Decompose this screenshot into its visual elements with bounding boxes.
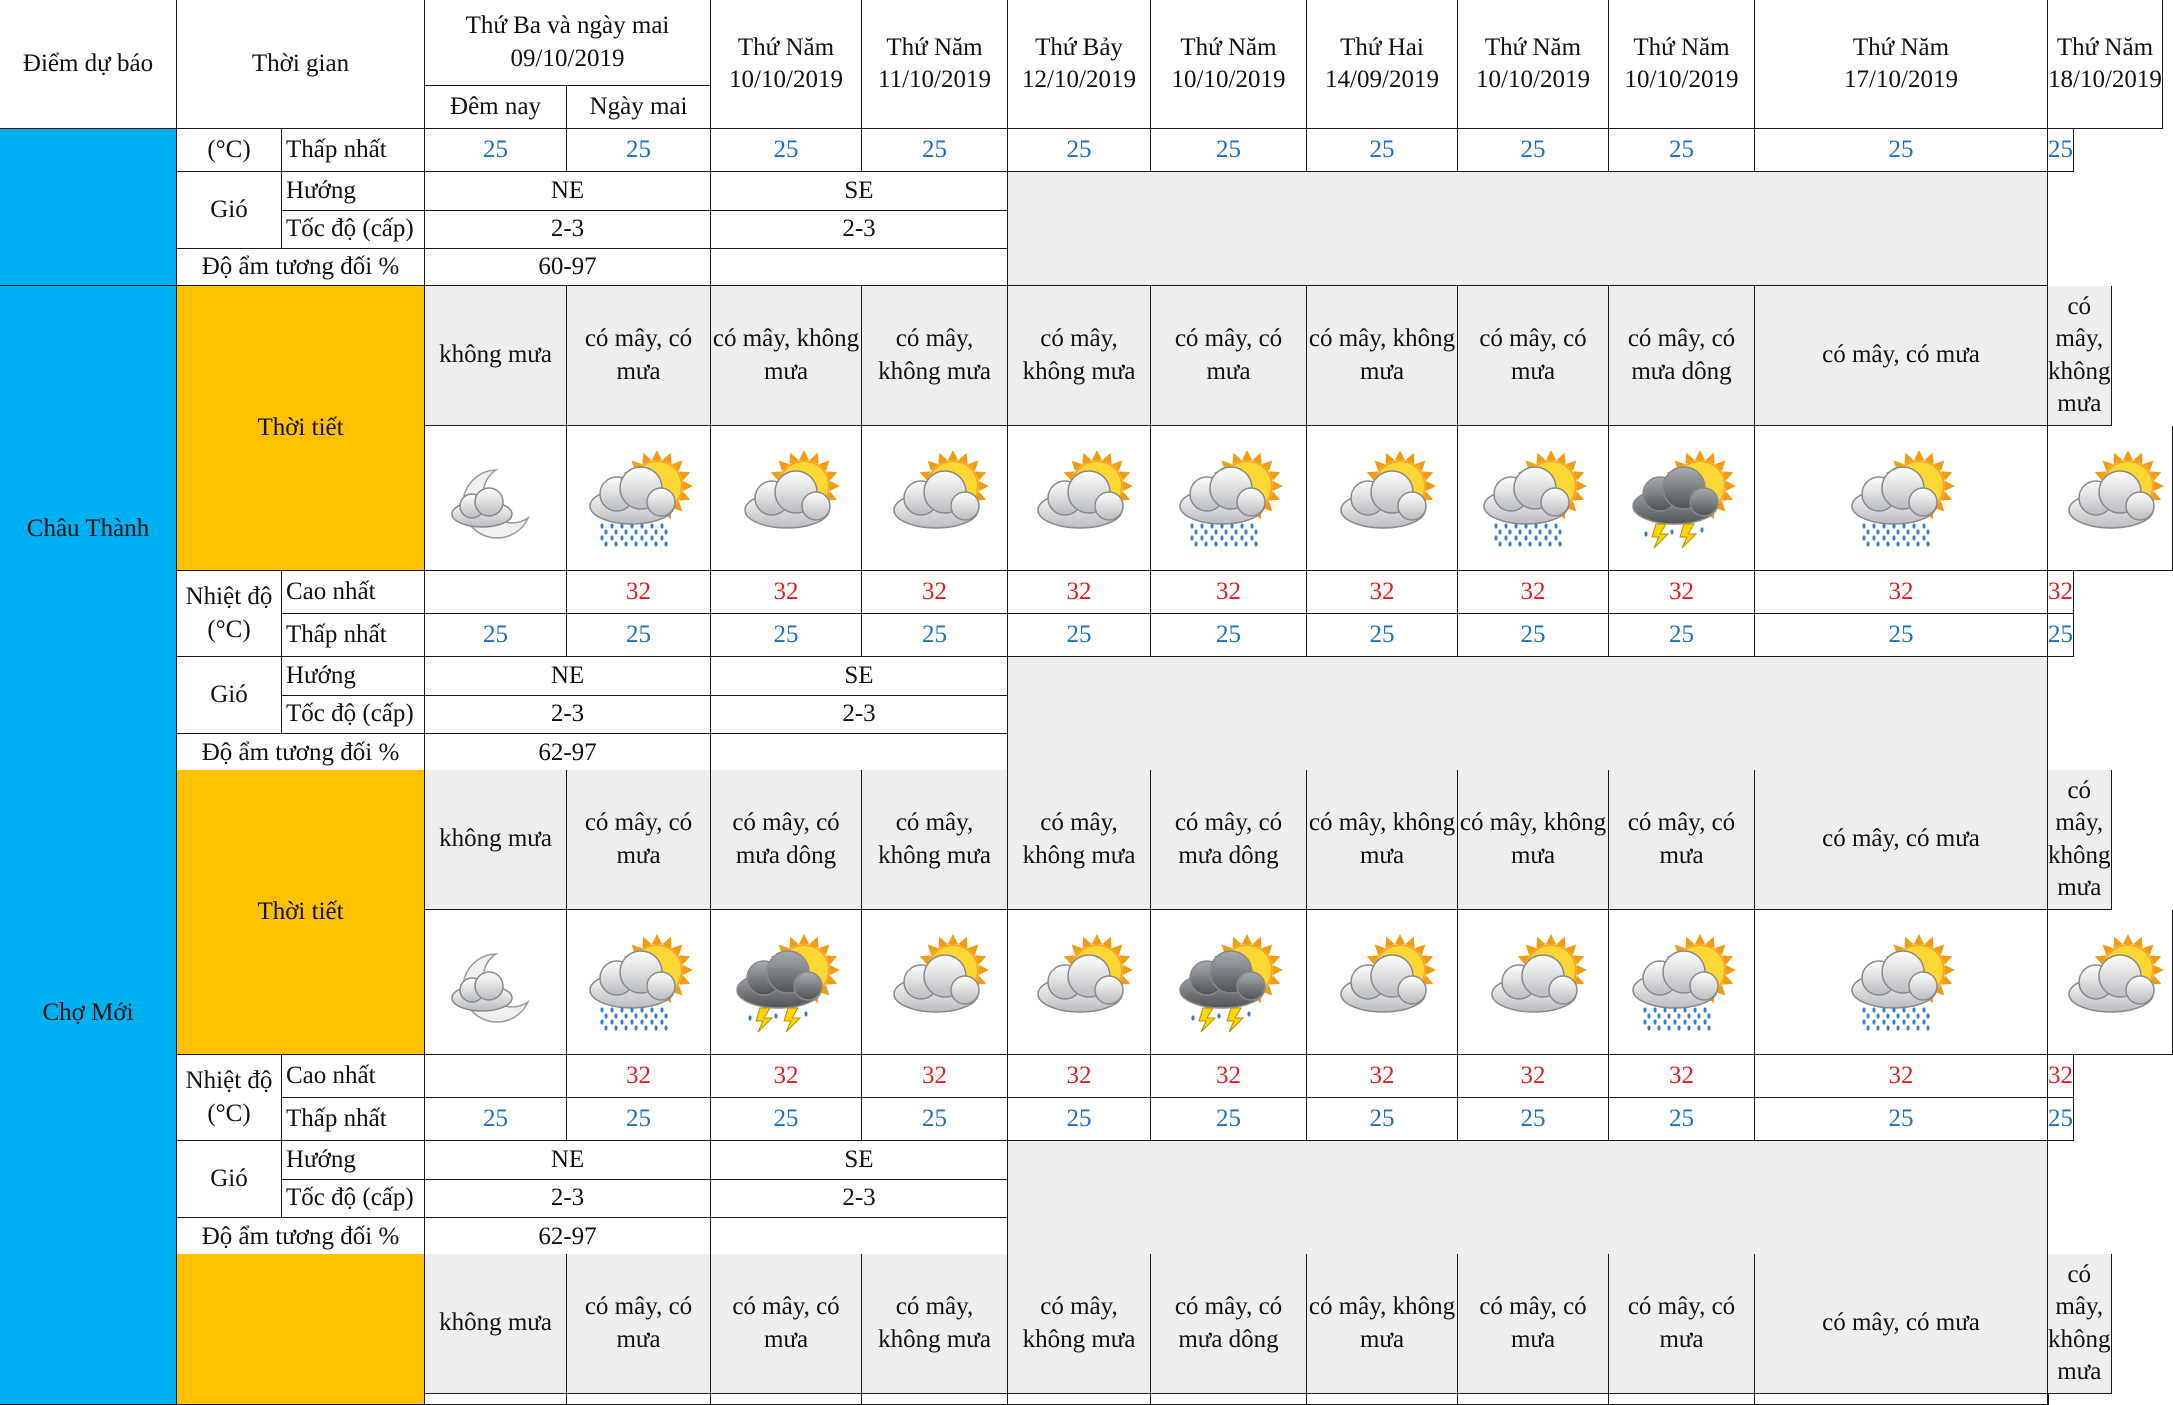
empty-area bbox=[1008, 1141, 2048, 1257]
icon-cell bbox=[567, 1394, 711, 1405]
max-temp-value: 32 bbox=[711, 571, 862, 614]
empty-area bbox=[1008, 172, 2048, 286]
empty-area bbox=[1008, 657, 2048, 773]
header-day: Thứ Năm 10/10/2019 bbox=[1151, 0, 1307, 129]
max-temp-value bbox=[425, 571, 567, 614]
min-temp-value: 25 bbox=[567, 129, 711, 172]
station-name: Chợ Mới bbox=[0, 770, 177, 1257]
condition-text: có mây, không mưa bbox=[862, 770, 1008, 910]
max-temp-value: 32 bbox=[567, 1055, 711, 1098]
condition-text: không mưa bbox=[425, 770, 567, 910]
min-temp-value: 25 bbox=[1151, 129, 1307, 172]
max-temp-value: 32 bbox=[862, 571, 1008, 614]
min-temp-value: 25 bbox=[1755, 1098, 2048, 1141]
header-day: Thứ Năm 10/10/2019 bbox=[711, 0, 862, 129]
sun-cloud-icon bbox=[711, 426, 862, 571]
icon-cell bbox=[1151, 1394, 1307, 1405]
wind-speed-value: 2-3 bbox=[425, 211, 711, 249]
condition-text: có mây, không mưa bbox=[1008, 286, 1151, 426]
sun-cloud-icon bbox=[1458, 910, 1609, 1055]
condition-text: có mây, có mưa bbox=[1755, 1254, 2048, 1394]
max-temp-label: Cao nhất bbox=[282, 1055, 425, 1098]
min-temp-value: 25 bbox=[1755, 129, 2048, 172]
max-temp-value: 32 bbox=[1151, 571, 1307, 614]
min-temp-value: 25 bbox=[862, 129, 1008, 172]
humidity-value: 60-97 bbox=[425, 249, 711, 286]
header-day: Thứ Năm 17/10/2019 bbox=[1755, 0, 2048, 129]
condition-text: có mây, có mưa dông bbox=[1609, 286, 1755, 426]
header-day: Thứ Năm 10/10/2019 bbox=[1609, 0, 1755, 129]
condition-text: không mưa bbox=[425, 1254, 567, 1394]
header-day: Thứ Năm 11/10/2019 bbox=[862, 0, 1008, 129]
temp-label: Nhiệt độ (°C) bbox=[177, 571, 282, 657]
condition-text: có mây, có mưa bbox=[711, 1254, 862, 1394]
sun-cloud-rain-icon bbox=[1458, 426, 1609, 571]
header-time: Thời gian bbox=[177, 0, 425, 129]
header-day: Thứ Năm 10/10/2019 bbox=[1458, 0, 1609, 129]
header-tomorrow: Ngày mai bbox=[567, 86, 711, 129]
min-temp-value: 25 bbox=[1307, 1098, 1458, 1141]
condition-text: có mây, không mưa bbox=[1458, 770, 1609, 910]
min-temp-value: 25 bbox=[1609, 1098, 1755, 1141]
weather-label: Thời tiết bbox=[177, 770, 425, 1055]
max-temp-value: 32 bbox=[1609, 1055, 1755, 1098]
min-temp-value: 25 bbox=[567, 1098, 711, 1141]
header-tonight: Đêm nay bbox=[425, 86, 567, 129]
icon-cell bbox=[1307, 1394, 1458, 1405]
humidity-label: Độ ẩm tương đối % bbox=[177, 734, 425, 773]
sun-cloud-rain-icon bbox=[567, 910, 711, 1055]
max-temp-value: 32 bbox=[1755, 571, 2048, 614]
temp-label: Nhiệt độ (°C) bbox=[177, 1055, 282, 1141]
max-temp-label: Cao nhất bbox=[282, 571, 425, 614]
wind-speed-value: 2-3 bbox=[425, 696, 711, 734]
icon-cell bbox=[862, 1394, 1008, 1405]
humidity-value: 62-97 bbox=[425, 1218, 711, 1257]
condition-text: có mây, có mưa bbox=[1609, 1254, 1755, 1394]
min-temp-value: 25 bbox=[1307, 614, 1458, 657]
condition-text: có mây, không mưa bbox=[1307, 770, 1458, 910]
min-temp-value: 25 bbox=[2048, 129, 2074, 172]
min-temp-value: 25 bbox=[1008, 1098, 1151, 1141]
header-day: Thứ Hai 14/09/2019 bbox=[1307, 0, 1458, 129]
sun-cloud-icon bbox=[2048, 426, 2173, 571]
condition-text: có mây, có mưa bbox=[1458, 1254, 1609, 1394]
min-temp-value: 25 bbox=[1151, 1098, 1307, 1141]
min-temp-value: 25 bbox=[711, 614, 862, 657]
min-temp-value: 25 bbox=[1609, 129, 1755, 172]
wind-label: Gió bbox=[177, 1141, 282, 1218]
icon-cell bbox=[1458, 1394, 1609, 1405]
humidity-label: Độ ẩm tương đối % bbox=[177, 249, 425, 286]
wind-direction-label: Hướng bbox=[282, 1141, 425, 1180]
max-temp-value: 32 bbox=[1008, 571, 1151, 614]
max-temp-value: 32 bbox=[1458, 1055, 1609, 1098]
moon-cloud-icon bbox=[425, 910, 567, 1055]
condition-text: có mây, có mưa bbox=[1458, 286, 1609, 426]
storm-icon bbox=[1151, 910, 1307, 1055]
max-temp-value: 32 bbox=[2048, 1055, 2074, 1098]
max-temp-value bbox=[425, 1055, 567, 1098]
wind-speed-label: Tốc độ (cấp) bbox=[282, 1180, 425, 1218]
max-temp-value: 32 bbox=[2048, 571, 2074, 614]
wind-speed-value: 2-3 bbox=[711, 696, 1008, 734]
icon-cell bbox=[425, 1394, 567, 1405]
condition-text: có mây, có mưa bbox=[1151, 286, 1307, 426]
condition-text: có mây, không mưa bbox=[1008, 770, 1151, 910]
max-temp-value: 32 bbox=[1458, 571, 1609, 614]
empty-cell bbox=[711, 1218, 1008, 1257]
condition-text: có mây, có mưa bbox=[567, 770, 711, 910]
min-temp-value: 25 bbox=[567, 614, 711, 657]
condition-text: có mây, có mưa dông bbox=[711, 770, 862, 910]
condition-text: có mây, không mưa bbox=[2048, 286, 2112, 426]
station-name bbox=[0, 1254, 177, 1405]
sun-cloud-icon bbox=[1307, 910, 1458, 1055]
temp-unit-label: (°C) bbox=[177, 129, 282, 172]
min-temp-label: Thấp nhất bbox=[282, 129, 425, 172]
min-temp-value: 25 bbox=[711, 1098, 862, 1141]
min-temp-value: 25 bbox=[1151, 614, 1307, 657]
icon-cell bbox=[1755, 1394, 2048, 1405]
max-temp-value: 32 bbox=[1008, 1055, 1151, 1098]
weather-label bbox=[177, 1254, 425, 1405]
min-temp-value: 25 bbox=[425, 129, 567, 172]
header-day: Thứ Bảy 12/10/2019 bbox=[1008, 0, 1151, 129]
min-temp-value: 25 bbox=[1008, 129, 1151, 172]
station-name: Châu Thành bbox=[0, 286, 177, 773]
min-temp-value: 25 bbox=[2048, 1098, 2074, 1141]
min-temp-value: 25 bbox=[1755, 614, 2048, 657]
wind-label: Gió bbox=[177, 172, 282, 249]
condition-text: có mây, có mưa bbox=[567, 1254, 711, 1394]
humidity-label: Độ ẩm tương đối % bbox=[177, 1218, 425, 1257]
max-temp-value: 32 bbox=[567, 571, 711, 614]
wind-direction-value: SE bbox=[711, 172, 1008, 211]
condition-text: có mây, có mưa bbox=[567, 286, 711, 426]
min-temp-value: 25 bbox=[2048, 614, 2074, 657]
min-temp-value: 25 bbox=[1458, 1098, 1609, 1141]
max-temp-value: 32 bbox=[1755, 1055, 2048, 1098]
min-temp-label: Thấp nhất bbox=[282, 1098, 425, 1141]
sun-cloud-icon bbox=[862, 426, 1008, 571]
min-temp-value: 25 bbox=[1458, 129, 1609, 172]
max-temp-value: 32 bbox=[862, 1055, 1008, 1098]
icon-cell bbox=[711, 1394, 862, 1405]
min-temp-value: 25 bbox=[862, 1098, 1008, 1141]
icon-cell bbox=[1008, 1394, 1151, 1405]
max-temp-value: 32 bbox=[1307, 571, 1458, 614]
station-location-cell bbox=[0, 129, 177, 286]
wind-speed-label: Tốc độ (cấp) bbox=[282, 696, 425, 734]
min-temp-value: 25 bbox=[1307, 129, 1458, 172]
humidity-value: 62-97 bbox=[425, 734, 711, 773]
max-temp-value: 32 bbox=[1307, 1055, 1458, 1098]
sun-cloud-icon bbox=[2048, 910, 2173, 1055]
condition-text: có mây, không mưa bbox=[1307, 1254, 1458, 1394]
wind-speed-value: 2-3 bbox=[425, 1180, 711, 1218]
condition-text: có mây, không mưa bbox=[862, 286, 1008, 426]
sun-cloud-rain-icon bbox=[1755, 426, 2048, 571]
sun-cloud-rain-icon bbox=[1755, 910, 2048, 1055]
min-temp-value: 25 bbox=[425, 1098, 567, 1141]
icon-cell bbox=[2048, 1394, 2049, 1405]
condition-text: có mây, không mưa bbox=[1307, 286, 1458, 426]
sun-cloud-icon bbox=[862, 910, 1008, 1055]
wind-label: Gió bbox=[177, 657, 282, 734]
min-temp-value: 25 bbox=[1008, 614, 1151, 657]
header-today-group: Thứ Ba và ngày mai 09/10/2019 bbox=[425, 0, 711, 86]
empty-cell bbox=[711, 734, 1008, 773]
weather-label: Thời tiết bbox=[177, 286, 425, 571]
icon-cell bbox=[1609, 1394, 1755, 1405]
condition-text: có mây, không mưa bbox=[711, 286, 862, 426]
max-temp-value: 32 bbox=[711, 1055, 862, 1098]
storm-icon bbox=[1609, 426, 1755, 571]
sun-cloud-rain-icon bbox=[1151, 426, 1307, 571]
min-temp-label: Thấp nhất bbox=[282, 614, 425, 657]
min-temp-value: 25 bbox=[711, 129, 862, 172]
max-temp-value: 32 bbox=[1609, 571, 1755, 614]
max-temp-value: 32 bbox=[1151, 1055, 1307, 1098]
min-temp-value: 25 bbox=[1458, 614, 1609, 657]
moon-cloud-icon bbox=[425, 426, 567, 571]
sun-cloud-icon bbox=[1307, 426, 1458, 571]
wind-direction-value: NE bbox=[425, 657, 711, 696]
header-day: Thứ Năm 18/10/2019 bbox=[2048, 0, 2163, 129]
sun-cloud-icon bbox=[1008, 910, 1151, 1055]
sun-cloud-rain-icon bbox=[1609, 910, 1755, 1055]
sun-cloud-icon bbox=[1008, 426, 1151, 571]
wind-direction-value: SE bbox=[711, 1141, 1008, 1180]
min-temp-value: 25 bbox=[425, 614, 567, 657]
storm-icon bbox=[711, 910, 862, 1055]
wind-speed-value: 2-3 bbox=[711, 1180, 1008, 1218]
condition-text: có mây, có mưa bbox=[1755, 286, 2048, 426]
wind-direction-value: NE bbox=[425, 1141, 711, 1180]
sun-cloud-rain-icon bbox=[567, 426, 711, 571]
condition-text: có mây, không mưa bbox=[1008, 1254, 1151, 1394]
wind-direction-value: NE bbox=[425, 172, 711, 211]
wind-direction-label: Hướng bbox=[282, 172, 425, 211]
header-location: Điểm dự báo bbox=[0, 0, 177, 129]
wind-direction-value: SE bbox=[711, 657, 1008, 696]
condition-text: có mây, có mưa dông bbox=[1151, 1254, 1307, 1394]
condition-text: có mây, không mưa bbox=[2048, 1254, 2112, 1394]
condition-text: có mây, không mưa bbox=[862, 1254, 1008, 1394]
condition-text: có mây, có mưa bbox=[1609, 770, 1755, 910]
condition-text: có mây, có mưa bbox=[1755, 770, 2048, 910]
min-temp-value: 25 bbox=[862, 614, 1008, 657]
condition-text: không mưa bbox=[425, 286, 567, 426]
wind-direction-label: Hướng bbox=[282, 657, 425, 696]
min-temp-value: 25 bbox=[1609, 614, 1755, 657]
wind-speed-value: 2-3 bbox=[711, 211, 1008, 249]
condition-text: có mây, không mưa bbox=[2048, 770, 2112, 910]
empty-cell bbox=[711, 249, 1008, 286]
wind-speed-label: Tốc độ (cấp) bbox=[282, 211, 425, 249]
condition-text: có mây, có mưa dông bbox=[1151, 770, 1307, 910]
